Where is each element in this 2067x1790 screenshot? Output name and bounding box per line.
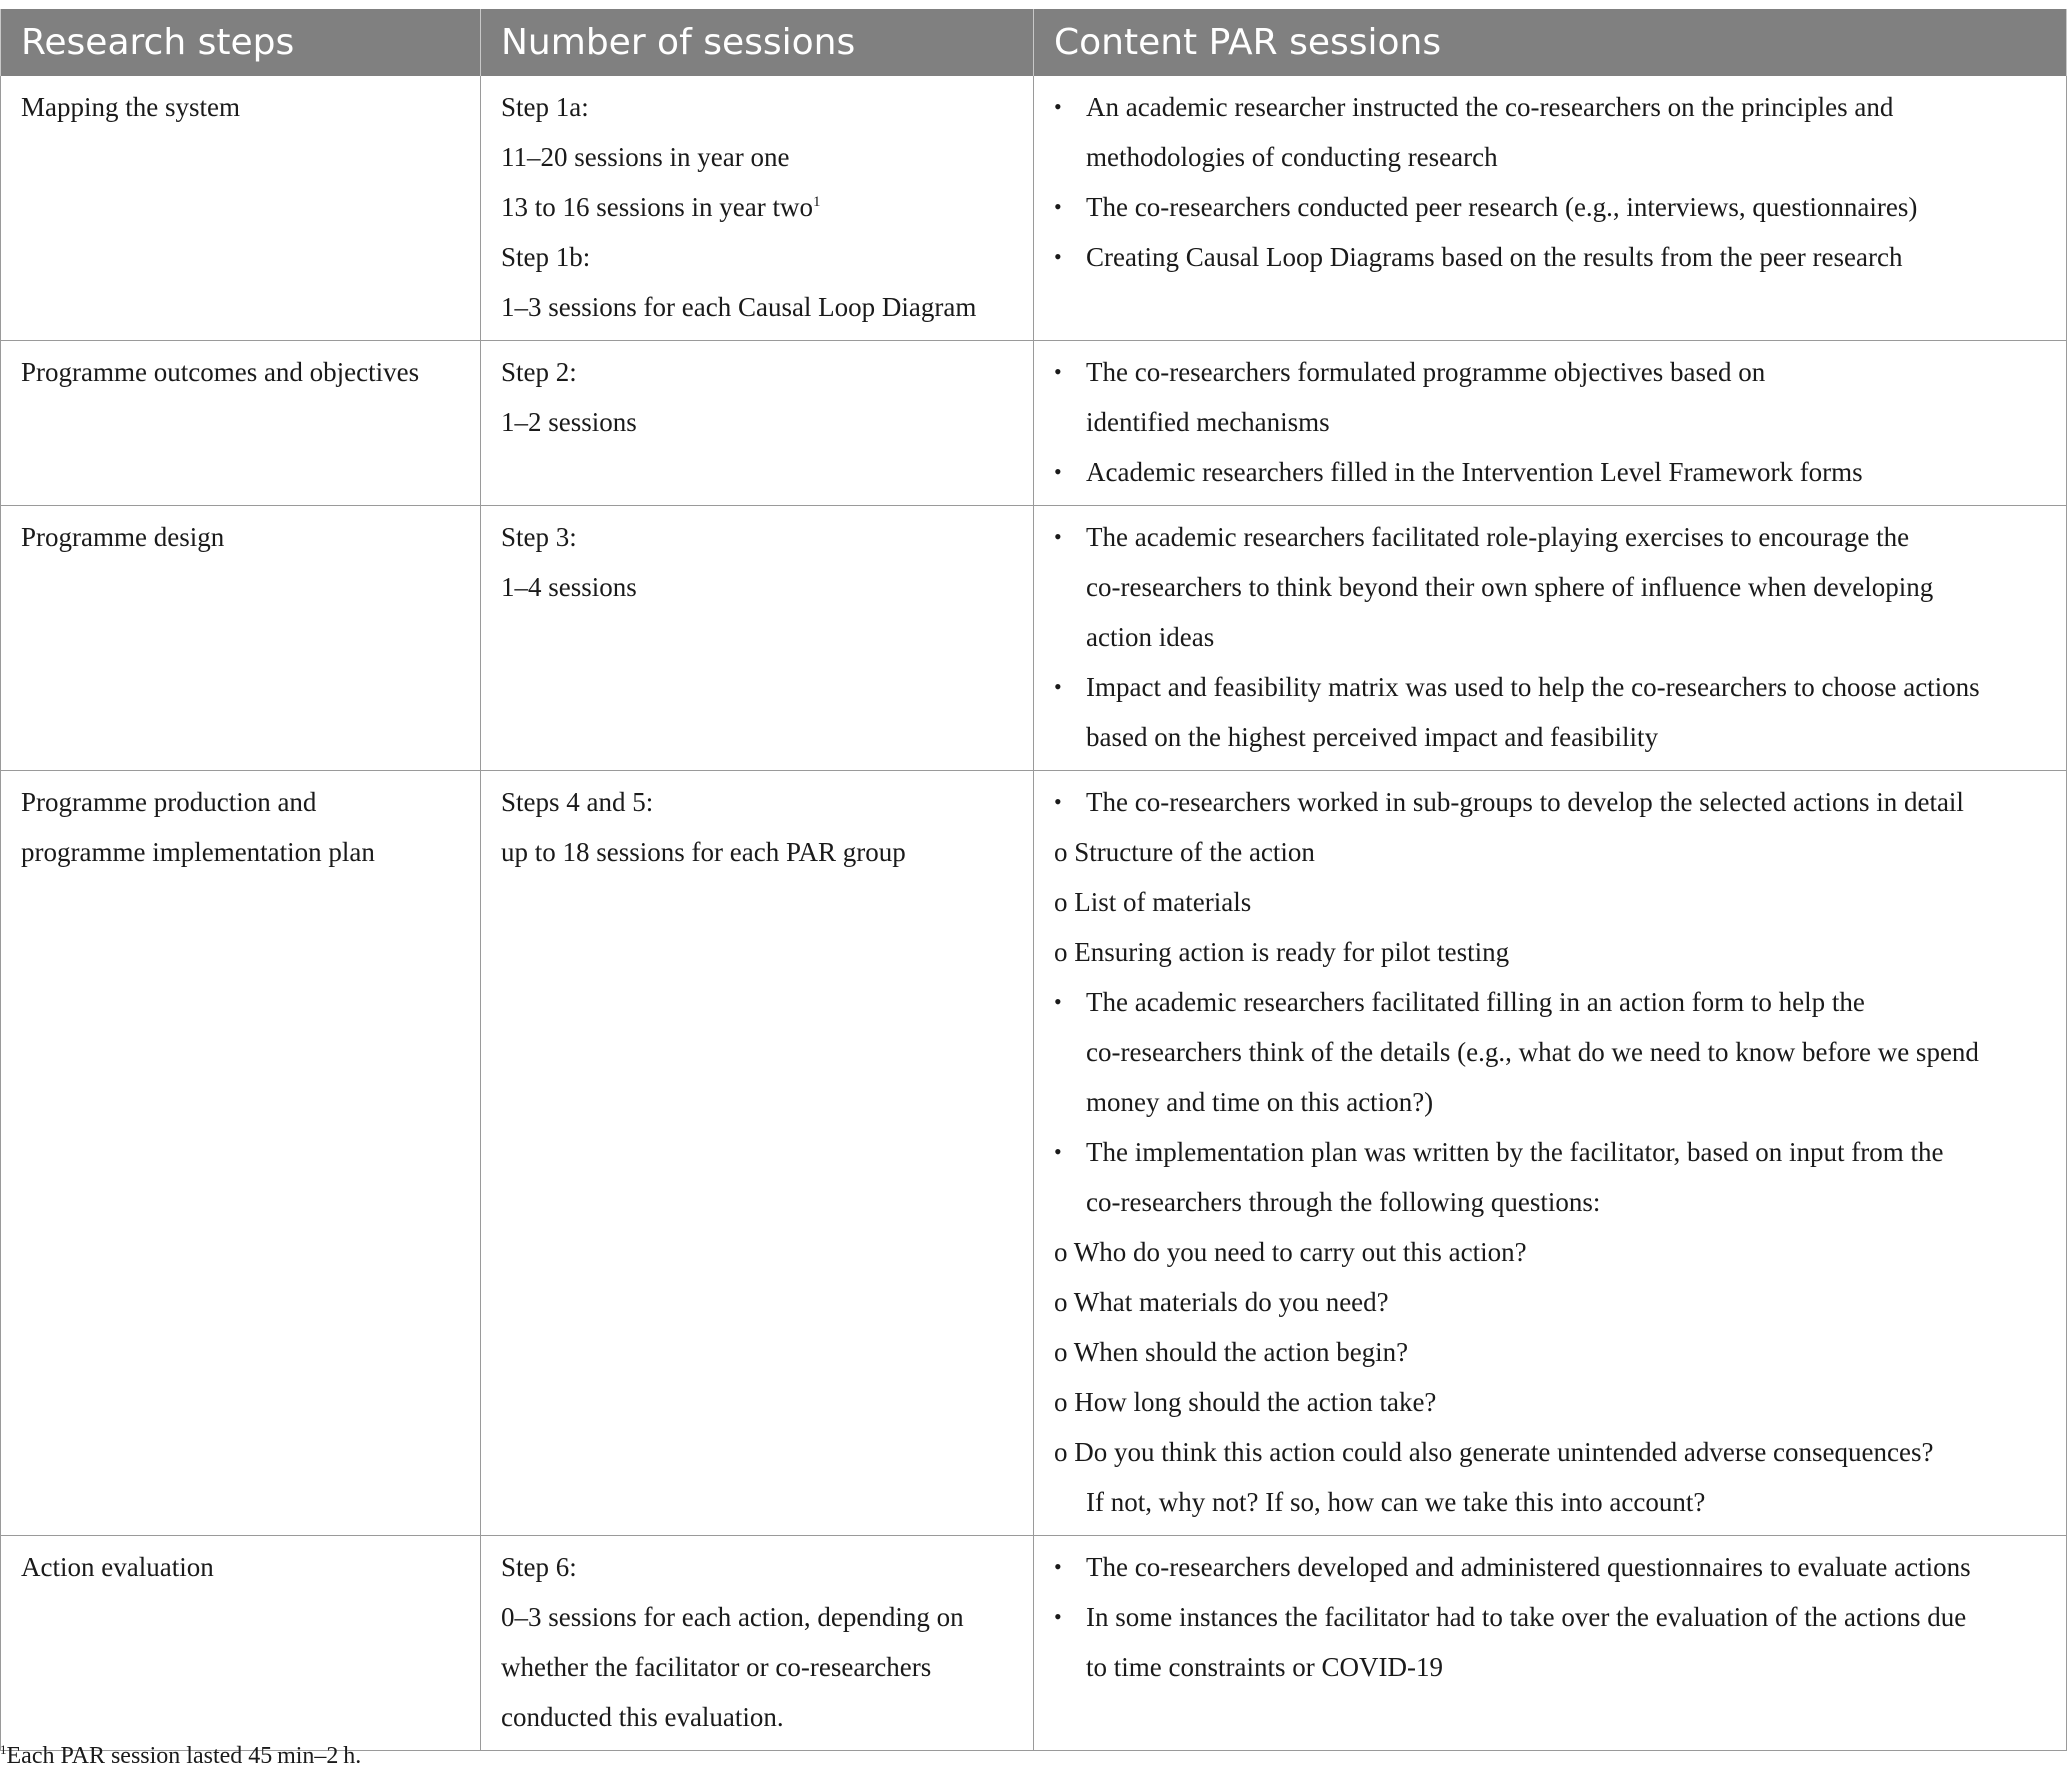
content-list [1054,82,2046,282]
sessions-line-text: conducted this evaluation. [501,1702,784,1732]
cell-research-step [1,771,481,1536]
content-line: based on the highest perceived impact and feasibility [1086,722,1659,752]
content-line: o Structure of the action [1054,837,1315,867]
content-line: co-researchers through the following questions: [1086,1187,1601,1217]
content-line: • The co-researchers conducted peer research (e.g., interviews, questionnaires) [1086,192,1918,222]
table-row [1,341,2067,506]
sessions-line [501,1692,1013,1742]
table-header [1,9,2067,76]
content-line: • An academic researcher instructed the co-researchers on the principles and [1086,92,1894,122]
content-list [1054,777,2046,1527]
bullet-item [1054,777,2046,827]
sessions-line-text: 13 to 16 sessions in year two [501,192,813,222]
table-body [1,76,2067,1751]
table-row [1,506,2067,771]
sessions-line-text: 1–2 sessions [501,407,637,437]
content-line: • The co-researchers formulated programme objectives based on [1086,357,1766,387]
sub-item [1054,927,2046,977]
sessions-line-text: Step 1b: [501,242,591,272]
cell-research-step [1,1536,481,1751]
sessions-line [501,827,1013,877]
content-line: o List of materials [1054,887,1252,917]
bullet-item [1054,1542,2046,1592]
table-row [1,771,2067,1536]
content-line: • Creating Causal Loop Diagrams based on the results from the peer research [1086,242,1903,272]
sessions-line [501,82,1013,132]
sub-item [1054,1327,2046,1377]
content-line: o What materials do you need? [1054,1287,1389,1317]
sessions-line [501,562,1013,612]
sessions-line [501,397,1013,447]
sessions-line [501,232,1013,282]
content-line: o Do you think this action could also generate unintended adverse consequences? [1054,1437,1934,1467]
sessions-line [501,777,1013,827]
content-line: • The co-researchers developed and administered questionnaires to evaluate actions [1086,1552,1971,1582]
content-line: If not, why not? If so, how can we take this into account? [1086,1487,1706,1517]
bullet-item [1054,182,2046,232]
content-line: • The implementation plan was written by the facilitator, based on input from the [1086,1137,1944,1167]
sessions-line [501,347,1013,397]
content-line: • Academic researchers filled in the Intervention Level Framework forms [1086,457,1863,487]
sessions-line-text: 11–20 sessions in year one [501,142,790,172]
sub-item [1054,1227,2046,1277]
cell-content-par-sessions [1034,1536,2067,1751]
cell-research-step [1,76,481,341]
content-line: action ideas [1086,622,1215,652]
content-line: identified mechanisms [1086,407,1330,437]
bullet-item [1054,512,2046,662]
header-number-of-sessions: Number of sessions [481,9,1034,76]
sessions-line-text: 1–3 sessions for each Causal Loop Diagram [501,292,977,322]
sessions-line-text: Step 6: [501,1552,577,1582]
research-step-line: Programme outcomes and objectives [21,357,420,387]
bullet-item [1054,232,2046,282]
research-step-line: Programme design [21,522,225,552]
sub-item [1054,1377,2046,1427]
sessions-line-text: Step 1a: [501,92,589,122]
content-line: • In some instances the facilitator had to take over the evaluation of the actions due [1086,1602,1967,1632]
content-list [1054,347,2046,497]
research-step-line: Mapping the system [21,92,240,122]
content-list [1054,512,2046,762]
bullet-item [1054,1592,2046,1692]
content-line: o Ensuring action is ready for pilot testing [1054,937,1510,967]
sub-item [1054,1277,2046,1327]
cell-number-of-sessions [481,506,1034,771]
bullet-item [1054,1127,2046,1227]
header-row [1,9,2067,76]
content-line: co-researchers to think beyond their own sphere of influence when developing [1086,572,1934,602]
sessions-line [501,1592,1013,1642]
cell-content-par-sessions [1034,771,2067,1536]
table-footnote [0,1743,361,1770]
header-content-par-sessions: Content PAR sessions [1034,9,2067,76]
sessions-line [501,282,1013,332]
content-line: o Who do you need to carry out this action? [1054,1237,1527,1267]
sub-item [1054,877,2046,927]
sessions-line-text: 1–4 sessions [501,572,637,602]
content-line: • The academic researchers facilitated filling in an action form to help the [1086,987,1865,1017]
cell-number-of-sessions [481,341,1034,506]
bullet-item [1054,977,2046,1127]
bullet-item [1054,662,2046,762]
cell-research-step [1,341,481,506]
sub-item [1054,827,2046,877]
sessions-line-text: Steps 4 and 5: [501,787,654,817]
sessions-line-text: up to 18 sessions for each PAR group [501,837,906,867]
cell-content-par-sessions [1034,341,2067,506]
header-research-steps: Research steps [1,9,481,76]
sessions-line-text: Step 2: [501,357,577,387]
bullet-item [1054,82,2046,182]
content-line: • The co-researchers worked in sub-groups to develop the selected actions in detail [1086,787,1964,817]
sessions-line [501,512,1013,562]
footnote-marker: 1 [0,1742,7,1757]
cell-number-of-sessions [481,76,1034,341]
content-line: • Impact and feasibility matrix was used to help the co-researchers to choose actions [1086,672,1980,702]
content-line: o When should the action begin? [1054,1337,1409,1367]
bullet-item [1054,447,2046,497]
cell-content-par-sessions [1034,506,2067,771]
cell-number-of-sessions [481,771,1034,1536]
table-row [1,1536,2067,1751]
content-line: money and time on this action?) [1086,1087,1434,1117]
footnote-text: Each PAR session lasted 45 min–2 h. [6,1743,362,1769]
sessions-line-text: 0–3 sessions for each action, depending on [501,1602,964,1632]
bullet-item [1054,347,2046,447]
footnote-reference: 1 [812,194,821,210]
content-line: co-researchers think of the details (e.g., what do we need to know before we spend [1086,1037,1979,1067]
content-line: to time constraints or COVID-19 [1086,1652,1443,1682]
sessions-line [501,1542,1013,1592]
sessions-line [501,1642,1013,1692]
sessions-line [501,182,1013,232]
sessions-line-text: Step 3: [501,522,577,552]
cell-number-of-sessions [481,1536,1034,1751]
research-step-line: Action evaluation [21,1552,214,1582]
table-row [1,76,2067,341]
sessions-line [501,132,1013,182]
research-step-line: programme implementation plan [21,837,375,867]
sessions-table-container [0,9,2067,1751]
par-sessions-table [0,9,2067,1751]
content-line: methodologies of conducting research [1086,142,1498,172]
sessions-line-text: whether the facilitator or co-researchers [501,1652,932,1682]
sub-item [1054,1427,2046,1527]
cell-research-step [1,506,481,771]
cell-content-par-sessions [1034,76,2067,341]
content-line: • The academic researchers facilitated role-playing exercises to encourage the [1086,522,1910,552]
content-line: o How long should the action take? [1054,1387,1437,1417]
content-list [1054,1542,2046,1692]
research-step-line: Programme production and [21,787,317,817]
